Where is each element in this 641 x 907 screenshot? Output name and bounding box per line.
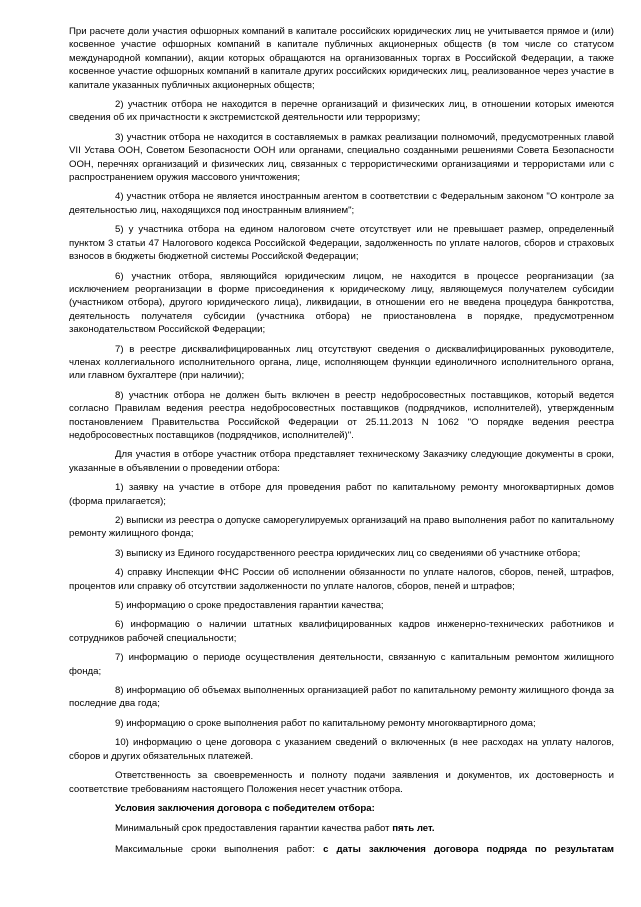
- document-page: [69, 0, 614, 856]
- paragraph-condition-8: 8) участник отбора не должен быть включен в реестр недобросовестных поставщиков, который ведется согласно Правилам ведения реестра недобросовестных поставщиков (подрядчиков, исполнителей), утвержденным постановлением Правительства Российской Федерации от 25.11.2013 N 1062 "О порядке ведения реестра недобросовестных поставщиков (подрядчиков, исполнителей)".: [69, 389, 614, 441]
- paragraph-condition-4: 4) участник отбора не является иностранным агентом в соответствии с Федеральным законом "О контроле за деятельностью лиц, находящихся под иностранным влиянием";: [69, 191, 614, 216]
- heading-contract-conditions: Условия заключения договора с победителем отбора:: [115, 802, 375, 814]
- paragraph-max-deadlines: [69, 843, 614, 856]
- paragraph-condition-5: 5) у участника отбора на едином налоговом счете отсутствует или не превышает размер, определенный пунктом 3 статьи 47 Налогового кодекса Российской Федерации, задолженность по уплате налогов, сборов и страховых взносов в бюджеты бюджетной системы Российской Федерации;: [69, 224, 614, 263]
- min-warranty-value: пять лет.: [392, 823, 435, 835]
- paragraph-document-6: 6) информацию о наличии штатных квалифицированных кадров инженерно-технических работников и сотрудников рабочей специальности;: [69, 619, 614, 644]
- paragraph-document-8: 8) информацию об объемах выполненных организацией работ по капитальному ремонту жилищного фонда за последние два года;: [69, 685, 614, 710]
- paragraph-document-9: 9) информацию о сроке выполнения работ по капитальному ремонту многоквартирного дома;: [115, 717, 536, 729]
- paragraph-condition-2: 2) участник отбора не находится в перечне организаций и физических лиц, в отношении которых имеются сведения об их причастности к экстремистской деятельности или терроризму;: [69, 99, 614, 124]
- paragraph-document-2: 2) выписки из реестра о допуске саморегулируемых организаций на право выполнения работ по капитальному ремонту жилищного фонда;: [69, 515, 614, 540]
- paragraph-min-warranty: [69, 822, 614, 835]
- min-warranty-label: Минимальный срок предоставления гарантии качества работ: [115, 823, 393, 835]
- max-deadlines-value: с даты заключения договора подряда по результатам: [323, 843, 614, 855]
- paragraph-document-3: 3) выписку из Единого государственного реестра юридических лиц со сведениями об участнике отбора;: [115, 547, 581, 559]
- paragraph-condition-3: 3) участник отбора не находится в составляемых в рамках реализации полномочий, предусмотренных главой VII Устава ООН, Советом Безопасности ООН или органами, специально созданными решениями Совета Безопасности ООН, перечнях организаций и физических лиц, связанных с террористическими организациями и террористами или с распространением оружия массового уничтожения;: [69, 131, 614, 184]
- paragraph-condition-6: 6) участник отбора, являющийся юридическим лицом, не находится в процессе реорганизации (за исключением реорганизации в форме присоединения к юридическому лицу, являющемуся получателем субсидии (участником отбора), другого юридического лица), ликвидации, в отношении его не введена процедура банкротства, деятельность получателя субсидии (участника отбора) не приостановлена в порядке, предусмотренном законодательством Российской Федерации;: [69, 270, 614, 336]
- paragraph-document-4: 4) справку Инспекции ФНС России об исполнении обязанности по уплате налогов, сборов, пеней, штрафов, процентов или справку об отсутствии задолженности по уплате налогов, сборов, пеней и штрафов;: [69, 567, 614, 592]
- paragraph-document-1: 1) заявку на участие в отборе для проведения работ по капитальному ремонту многоквартирных домов (форма прилагается);: [69, 482, 614, 507]
- paragraph-document-5: 5) информацию о сроке предоставления гарантии качества;: [115, 600, 384, 612]
- paragraph-condition-7: 7) в реестре дисквалифицированных лиц отсутствуют сведения о дисквалифицированных руководителе, членах коллегиального исполнительного органа, лице, исполняющем функции единоличного исполнительного органа, или главном бухгалтере (при наличии);: [69, 343, 614, 382]
- paragraph-document-7: 7) информацию о периоде осуществления деятельности, связанную с капитальным ремонтом жилищного фонда;: [69, 652, 614, 677]
- paragraph-offshore-share: При расчете доли участия офшорных компаний в капитале российских юридических лиц не учитывается прямое и (или) косвенное участие офшорных компаний в капитале публичных акционерных обществ (в том числе со статусом международной компании), акции которых обращаются на организованных торгах в Российской Федерации, а также косвенное участие офшорных компаний в капитале других российских юридических лиц, реализованное через участие в капитале указанных публичных акционерных обществ;: [69, 26, 614, 91]
- paragraph-document-10: 10) информацию о цене договора с указанием сведений о включенных (в нее расходах на уплату налогов, сборов и других обязательных платежей.: [69, 737, 614, 762]
- paragraph-documents-intro: Для участия в отборе участник отбора представляет техническому Заказчику следующие документы в сроки, указанные в объявлении о проведении отбора:: [69, 449, 614, 474]
- max-deadlines-label: Максимальные сроки выполнения работ:: [115, 843, 324, 855]
- paragraph-responsibility: Ответственность за своевременность и полноту подачи заявления и документов, их достоверность и соответствие требованиям настоящего Положения несет участник отбора.: [69, 770, 614, 795]
